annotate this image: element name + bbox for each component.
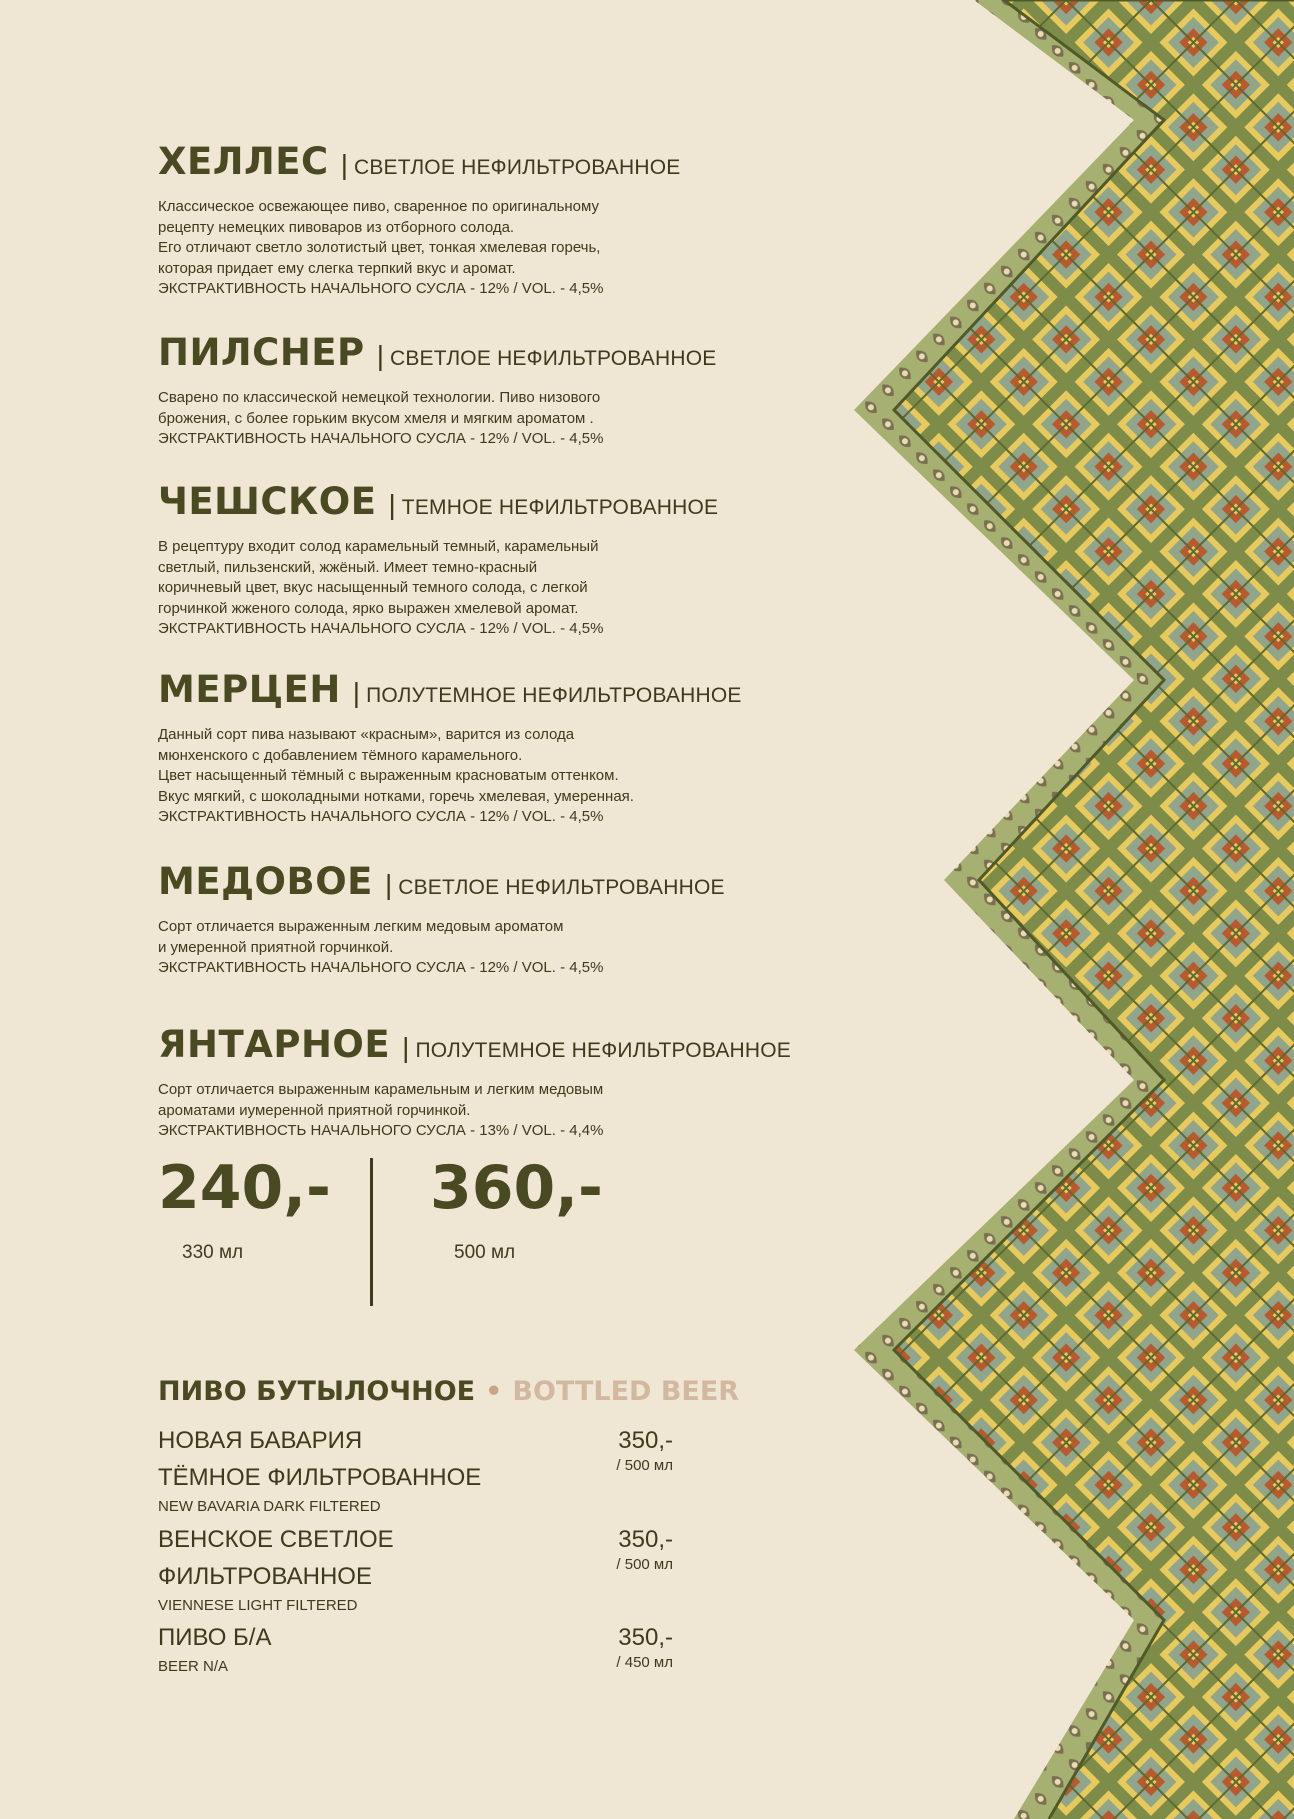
bottled-price-amount: 350,- [618, 1624, 673, 1651]
beer-type: СВЕТЛОЕ НЕФИЛЬТРОВАННОЕ [398, 876, 725, 899]
beer-separator: | [388, 489, 396, 520]
bottled-section-title [158, 1376, 739, 1407]
bottled-price-amount: 350,- [618, 1427, 673, 1454]
beer-name: ЧЕШСКОЕ [158, 480, 377, 523]
price-value: 240,- [158, 1153, 331, 1223]
beer-name: МЕРЦЕН [158, 668, 341, 711]
beer-item [158, 1023, 792, 1142]
beer-description: Классическое освежающее пиво, сваренное по оригинальному рецепту немецких пивоваров из отборного солода. Его отличают светло золотистый цвет, тонкая хмелевая горечь, которая придает ему слегка терпкий вкус и аромат. ЭКСТРАКТИВНОСТЬ НАЧАЛЬНОГО СУСЛА - 12% / VOL. - 4,5% [158, 198, 604, 297]
bottled-title-separator: • [485, 1376, 503, 1407]
bottled-item-name: НОВАЯ БАВАРИЯ ТЁМНОЕ ФИЛЬТРОВАННОЕ [158, 1427, 482, 1491]
bottled-item-name: ВЕНСКОЕ СВЕТЛОЕ ФИЛЬТРОВАННОЕ [158, 1526, 394, 1590]
beer-item [158, 480, 758, 640]
bottled-price-volume: / 500 мл [616, 1457, 673, 1474]
price-divider [370, 1158, 373, 1306]
bottled-item-price [616, 1619, 673, 1671]
bottled-price-volume: / 500 мл [616, 1556, 673, 1573]
beer-separator: | [402, 1032, 410, 1063]
bottled-item [158, 1422, 673, 1515]
bottled-title-ru: ПИВО БУТЫЛОЧНОЕ [158, 1376, 476, 1407]
beer-name: ПИЛСНЕР [158, 331, 365, 374]
beer-item [158, 331, 758, 450]
bottled-item [158, 1619, 673, 1675]
beer-item [158, 668, 758, 828]
beer-type: ПОЛУТЕМНОЕ НЕФИЛЬТРОВАННОЕ [366, 684, 742, 707]
beer-description: Сварено по классической немецкой технологии. Пиво низового брожения, с более горьким вкусом хмеля и мягким ароматом . ЭКСТРАКТИВНОСТЬ НАЧАЛЬНОГО СУСЛА - 12% / VOL. - 4,5% [158, 389, 604, 447]
beer-separator: | [340, 149, 348, 180]
price-small [158, 1153, 331, 1264]
bottled-price-amount: 350,- [618, 1526, 673, 1553]
beer-item [158, 860, 758, 979]
bottled-item-price [616, 1521, 673, 1573]
beer-type: ПОЛУТЕМНОЕ НЕФИЛЬТРОВАННОЕ [415, 1039, 792, 1062]
beer-name: ЯНТАРНОЕ [158, 1023, 391, 1066]
bottled-item-name-en: BEER N/A [158, 1658, 229, 1675]
bottled-item [158, 1521, 673, 1614]
beer-type: ТЕМНОЕ НЕФИЛЬТРОВАННОЕ [401, 496, 719, 519]
price-value: 360,- [430, 1153, 603, 1223]
beer-name: ХЕЛЛЕС [158, 140, 329, 183]
price-large [430, 1153, 603, 1264]
beer-item [158, 140, 758, 300]
beer-description: Данный сорт пива называют «красным», варится из солода мюнхенского с добавлением тёмного карамельного. Цвет насыщенный тёмный с выраженным красноватым оттенком. Вкус мягкий, с шоколадными нотками, горечь хмелевая, умеренная. ЭКСТРАКТИВНОСТЬ НАЧАЛЬНОГО СУСЛА - 12% / VOL. - 4,5% [158, 726, 634, 825]
bottled-item-name-en: NEW BAVARIA DARK FILTERED [158, 1498, 381, 1515]
beer-separator: | [352, 677, 361, 708]
bottled-item-name-en: VIENNESE LIGHT FILTERED [158, 1597, 358, 1614]
beer-name: МЕДОВОЕ [158, 860, 373, 903]
beer-separator: | [384, 869, 393, 900]
bottled-price-volume: / 450 мл [616, 1654, 673, 1671]
ornament-pattern [854, 0, 1294, 1819]
beer-separator: | [376, 340, 384, 371]
beer-type: СВЕТЛОЕ НЕФИЛЬТРОВАННОЕ [389, 347, 717, 370]
bottled-item-name: ПИВО Б/А [158, 1624, 272, 1651]
beer-description: Сорт отличается выраженным легким медовым ароматом и умеренной приятной горчинкой. ЭКСТРАКТИВНОСТЬ НАЧАЛЬНОГО СУСЛА - 12% / VOL. - 4,5% [158, 918, 604, 976]
price-volume: 330 мл [182, 1242, 244, 1263]
draft-prices [158, 1153, 638, 1308]
beer-description: В рецептуру входит солод карамельный темный, карамельный светлый, пильзенский, жжёный. Имеет темно-красный коричневый цвет, вкус насыщенный темного солода, с легкой горчинкой жженого солода, ярко выражен хмелевой аромат. ЭКСТРАКТИВНОСТЬ НАЧАЛЬНОГО СУСЛА - 12% / VOL. - 4,5% [158, 538, 604, 637]
beer-description: Сорт отличается выраженным карамельным и легким медовым ароматами иумеренной приятной горчинкой. ЭКСТРАКТИВНОСТЬ НАЧАЛЬНОГО СУСЛА - 13% / VOL. - 4,4% [158, 1081, 604, 1139]
beer-type: СВЕТЛОЕ НЕФИЛЬТРОВАННОЕ [353, 156, 681, 179]
price-volume: 500 мл [454, 1242, 516, 1263]
bottled-title-en: BOTTLED BEER [512, 1376, 740, 1407]
bottled-item-price [616, 1422, 673, 1474]
